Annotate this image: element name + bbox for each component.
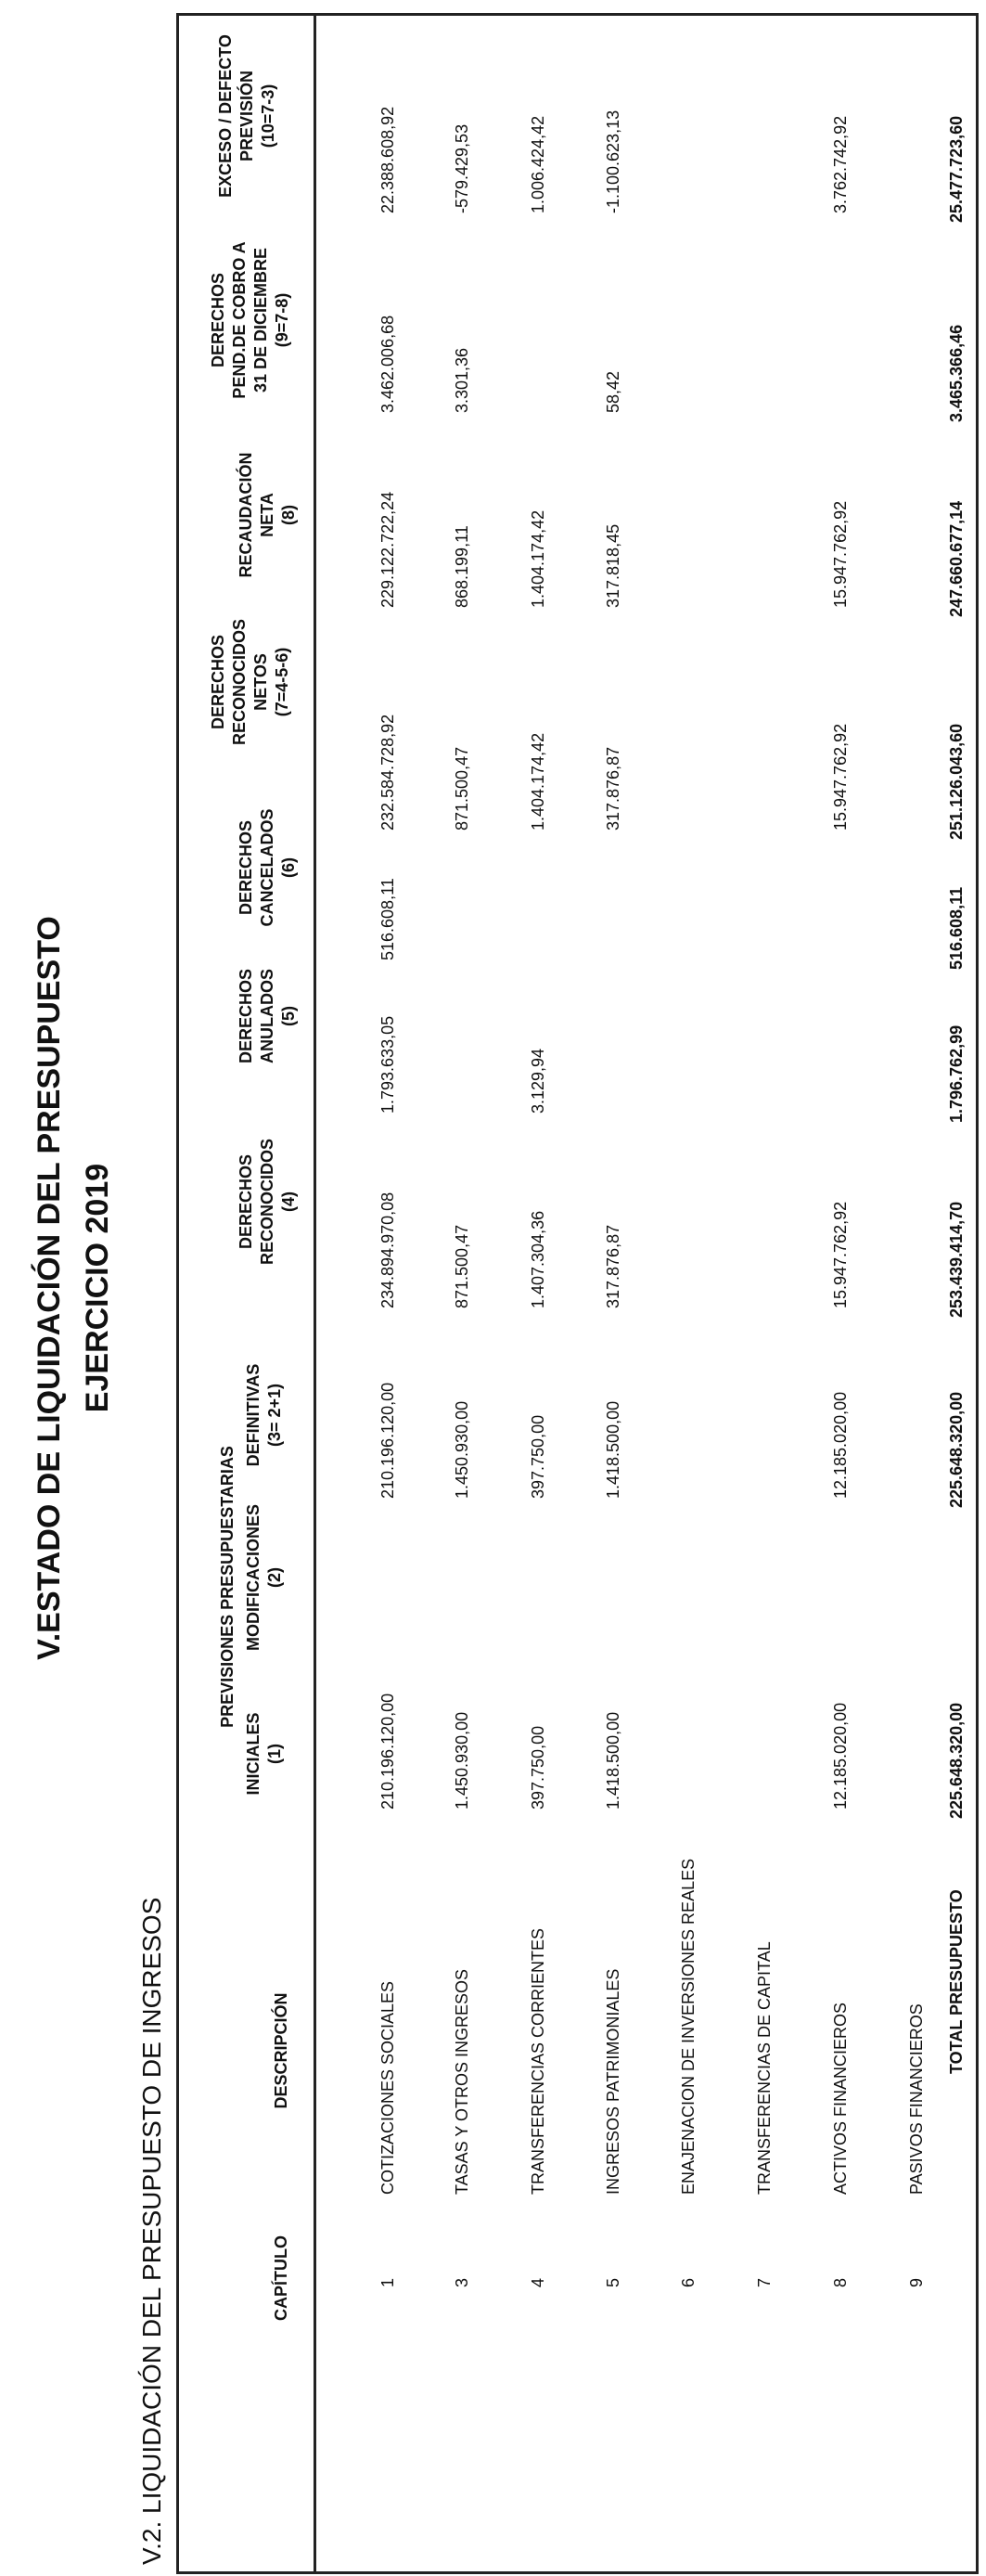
header-line: NETA: [258, 493, 276, 537]
row-description: ENAJENACION DE INVERSIONES REALES: [679, 1858, 698, 2195]
row-value-anu: 1.793.633,05: [378, 1015, 397, 1114]
header-line: (5): [279, 1006, 298, 1026]
header-exceso: [215, 0, 279, 237]
row-value-ini: 397.750,00: [529, 1725, 547, 1810]
row-value-def: 1.418.500,00: [604, 1400, 622, 1499]
row-value-ini: 1.450.930,00: [453, 1711, 471, 1810]
header-line: CAPÍTULO: [272, 2235, 290, 2321]
row-value-ini: 210.196.120,00: [378, 1693, 397, 1810]
section-subtitle: V.2. LIQUIDACIÓN DEL PRESUPUESTO DE INGRESOS: [137, 1897, 166, 2565]
header-cancelados: [236, 775, 300, 960]
total-value-exc: 25.477.723,60: [947, 115, 966, 223]
header-definitivas: [243, 1322, 286, 1508]
row-value-pen: 58,42: [604, 370, 622, 413]
header-line: DERECHOS: [237, 969, 255, 1064]
header-descripcion: [271, 1930, 292, 2171]
header-line: PEND.DE COBRO A: [230, 241, 249, 399]
row-value-rcd: 229.122.722,24: [378, 491, 397, 608]
header-previsiones-group: PREVISIONES PRESUPUESTARIAS: [218, 1446, 237, 1728]
row-chapter: 4: [529, 2278, 547, 2288]
fiscal-year-title: EJERCICIO 2019: [80, 1163, 115, 1413]
row-chapter: 9: [907, 2278, 926, 2288]
row-value-ini: 1.418.500,00: [604, 1711, 622, 1810]
header-line: 31 DE DICIEMBRE: [251, 247, 270, 393]
header-line: PREVISIÓN: [237, 70, 256, 162]
row-value-net: 15.947.762,92: [831, 723, 850, 831]
row-chapter: 1: [378, 2278, 397, 2288]
header-line: (3= 2+1): [265, 1383, 284, 1448]
row-description: ACTIVOS FINANCIEROS: [831, 2002, 850, 2195]
total-value-anu: 1.796.762,99: [947, 1024, 966, 1123]
header-line: (9=7-8): [273, 292, 291, 348]
header-line: RECAUDACIÓN: [237, 452, 255, 578]
header-line: (4): [279, 1191, 298, 1212]
header-iniciales: [243, 1661, 286, 1847]
row-value-rec: 871.500,47: [453, 1224, 471, 1308]
header-line: EXCESO / DEFECTO: [216, 34, 235, 198]
header-line: (8): [279, 505, 298, 525]
header-line: (2): [265, 1567, 284, 1588]
row-value-net: 232.584.728,92: [378, 714, 397, 831]
row-description: COTIZACIONES SOCIALES: [378, 1980, 397, 2195]
row-value-def: 1.450.930,00: [453, 1400, 471, 1499]
row-chapter: 6: [679, 2278, 698, 2288]
row-value-rcd: 317.818,45: [604, 523, 622, 608]
header-line: (1): [265, 1744, 284, 1764]
row-value-net: 317.876,87: [604, 746, 622, 831]
header-line: RECONOCIDOS: [258, 1139, 276, 1266]
total-value-rcd: 247.660.677,14: [947, 500, 966, 617]
header-line: ANULADOS: [258, 969, 276, 1063]
row-value-rcd: 1.404.174,42: [529, 509, 547, 608]
total-value-net: 251.126.043,60: [947, 723, 966, 840]
header-line: DERECHOS: [237, 820, 255, 916]
header-line: RECONOCIDOS: [230, 619, 249, 746]
header-line: CANCELADOS: [258, 808, 276, 927]
header-capitulo: [271, 2185, 292, 2371]
row-chapter: 8: [831, 2278, 850, 2288]
row-value-net: 871.500,47: [453, 746, 471, 831]
row-description: TASAS Y OTROS INGRESOS: [453, 1968, 471, 2195]
total-label: TOTAL PRESUPUESTO: [947, 1889, 966, 2074]
row-chapter: 3: [453, 2278, 471, 2288]
row-value-ini: 12.185.020,00: [831, 1702, 850, 1810]
row-description: TRANSFERENCIAS CORRIENTES: [529, 1927, 547, 2195]
row-chapter: 5: [604, 2278, 622, 2288]
row-value-exc: 22.388.608,92: [378, 106, 397, 213]
row-value-def: 397.750,00: [529, 1414, 547, 1499]
header-line: DERECHOS: [209, 273, 227, 368]
total-value-can: 516.608,11: [947, 886, 966, 970]
row-value-exc: 1.006.424,42: [529, 115, 547, 213]
row-value-can: 516.608,11: [378, 878, 397, 960]
row-description: TRANSFERENCIAS DE CAPITAL: [755, 1941, 774, 2195]
row-value-exc: -579.429,53: [453, 123, 471, 213]
row-value-def: 12.185.020,00: [831, 1391, 850, 1499]
header-divider: [314, 13, 316, 2574]
header-reconocidos: [236, 1095, 300, 1308]
row-value-rec: 234.894.970,08: [378, 1191, 397, 1308]
row-value-def: 210.196.120,00: [378, 1382, 397, 1499]
row-value-anu: 3.129,94: [529, 1048, 547, 1114]
header-line: DERECHOS: [209, 635, 227, 730]
row-value-rcd: 15.947.762,92: [831, 500, 850, 608]
row-description: PASIVOS FINANCIEROS: [907, 2003, 926, 2195]
header-line: NETOS: [251, 653, 270, 711]
total-value-rec: 253.439.414,70: [947, 1201, 966, 1318]
total-value-pen: 3.465.366,46: [947, 324, 966, 422]
header-line: (7=4-5-6): [273, 647, 291, 717]
header-line: (6): [279, 857, 298, 878]
total-value-def: 225.648.320,00: [947, 1391, 966, 1508]
row-chapter: 7: [755, 2278, 774, 2288]
header-line: DEFINITIVAS: [244, 1363, 263, 1467]
header-line: DERECHOS: [237, 1154, 255, 1250]
total-value-ini: 225.648.320,00: [947, 1702, 966, 1819]
row-value-rec: 1.407.304,36: [529, 1210, 547, 1308]
header-line: INICIALES: [244, 1712, 263, 1796]
row-value-pen: 3.301,36: [453, 347, 471, 413]
header-line: (10=7-3): [259, 84, 277, 148]
header-line: DESCRIPCIÓN: [272, 1992, 290, 2109]
row-value-pen: 3.462.006,68: [378, 315, 397, 413]
header-line: MODIFICACIONES: [244, 1504, 263, 1652]
row-value-net: 1.404.174,42: [529, 732, 547, 831]
row-value-exc: 3.762.742,92: [831, 115, 850, 213]
row-value-exc: -1.100.623,13: [604, 109, 622, 213]
row-value-rec: 15.947.762,92: [831, 1201, 850, 1308]
page-title: V.ESTADO DE LIQUIDACIÓN DEL PRESUPUESTO: [32, 916, 67, 1660]
row-description: INGRESOS PATRIMONIALES: [604, 1968, 622, 2195]
row-value-rec: 317.876,87: [604, 1224, 622, 1308]
row-value-rcd: 868.199,11: [453, 525, 471, 608]
